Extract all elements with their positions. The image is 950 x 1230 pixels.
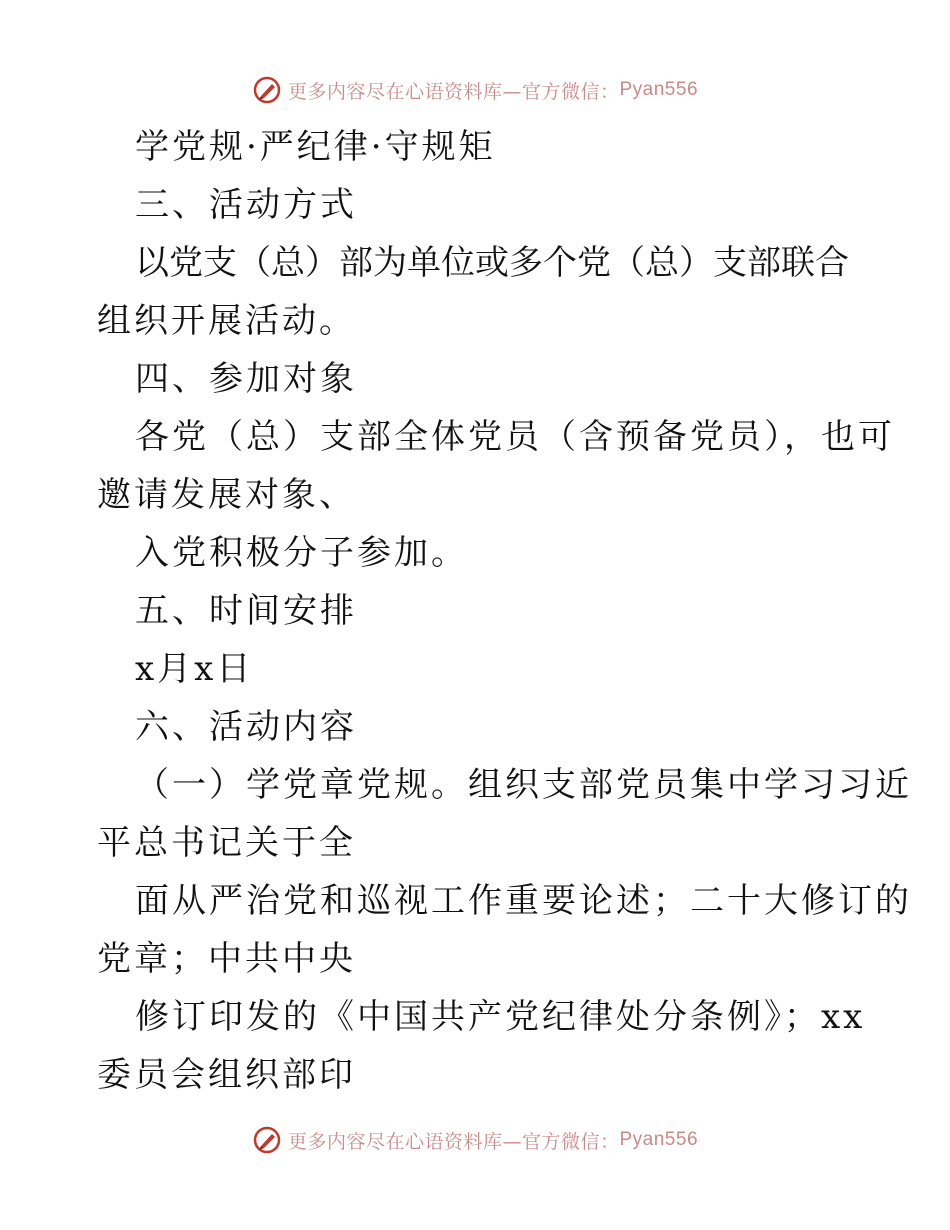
watermark-wechat-id: Pyan556 [619,1129,699,1150]
pen-logo-icon [252,75,282,105]
pen-logo-icon [252,1125,282,1155]
text-line: 组织开展活动。 [97,301,356,341]
section-heading: 四、参加对象 [135,359,357,399]
justified-text: 以党支（总）部为单位或多个党（总）支部联合 [135,243,849,283]
footer-watermark [0,1120,950,1160]
text-line: 委员会组织部印 [97,1055,356,1095]
text-line: （一）学党章党规。组织支部党员集中学习习近 [135,765,912,805]
text-line: 入党积极分子参加。 [135,533,468,573]
watermark-wechat-id: Pyan556 [619,79,699,100]
section-heading: 五、时间安排 [135,591,357,631]
header-watermark [0,70,950,110]
watermark-text: 更多内容尽在心语资料库—官方微信： [287,80,620,103]
section-heading: 三、活动方式 [135,185,357,225]
text-line: 面从严治党和巡视工作重要论述；二十大修订的 [135,881,912,921]
text-line: 平总书记关于全 [97,823,356,863]
text-line: 党章；中共中央 [97,939,356,979]
text-line [135,234,850,292]
date-line: x月x日 [135,649,254,689]
text-line: 邀请发展对象、 [97,475,356,515]
watermark-text: 更多内容尽在心语资料库—官方微信： [287,1130,620,1153]
section-heading: 六、活动内容 [135,707,357,747]
text-line: 学党规·严纪律·守规矩 [135,127,496,167]
text-line: 各党（总）支部全体党员（含预备党员），也可 [135,417,895,457]
text-line: 修订印发的《中国共产党纪律处分条例》；xx [135,997,866,1037]
